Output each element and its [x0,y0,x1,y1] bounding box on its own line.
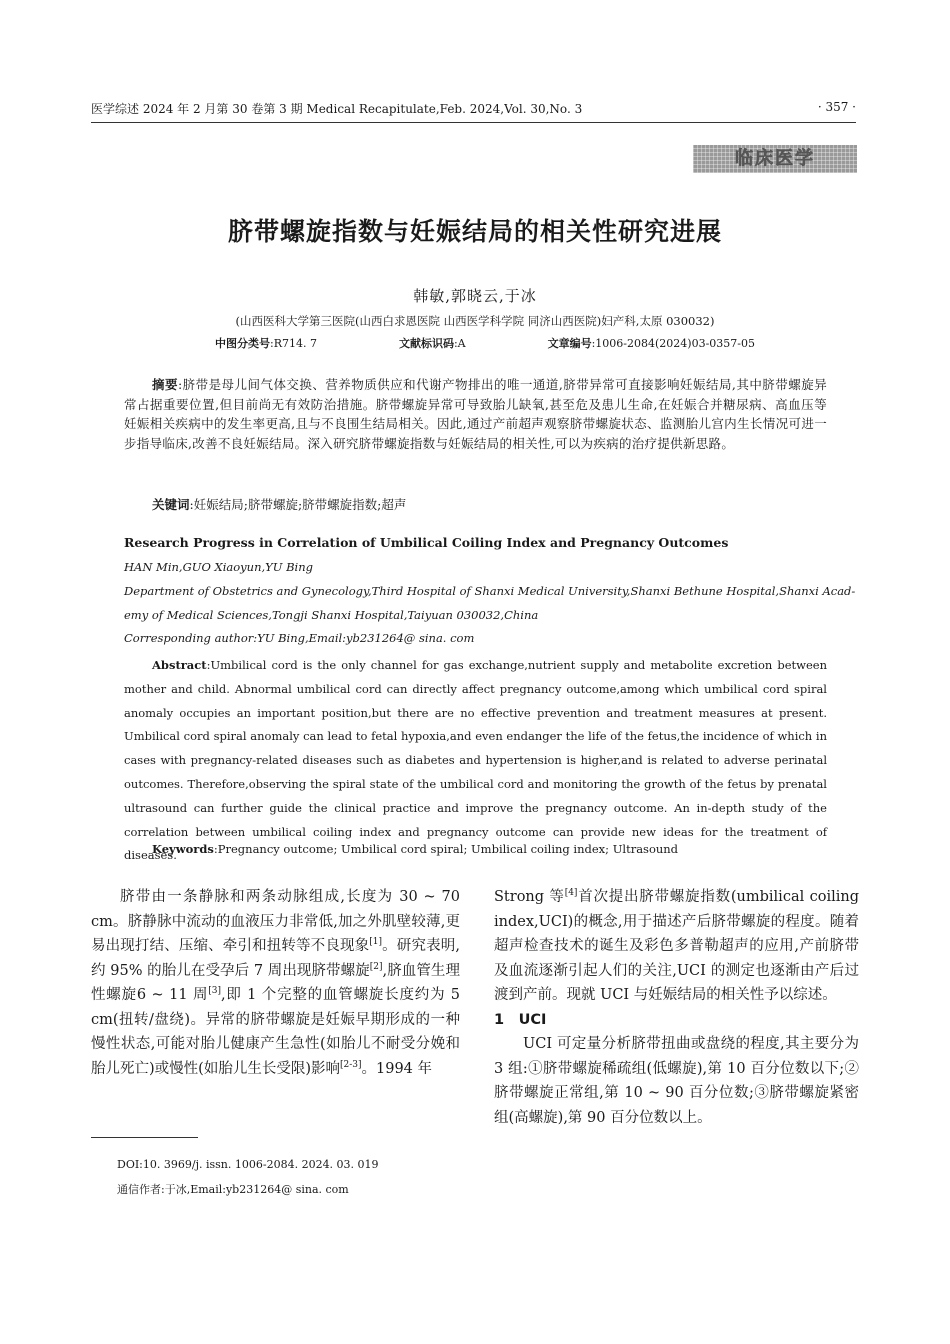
body-paragraph: Strong 等[4]首次提出脐带螺旋指数(umbilical coiling index,UCI)的概念,用于描述产后脐带螺旋的程度。随着超声检查技术的诞生及彩色多普勒超声的应用,产前脐带及血流逐渐引起人们的关注,UCI 的测定也逐渐由产后过渡到产前。现就 UCI 与妊娠结局的相关性予以综述。 [494,888,859,1003]
citation: [4] [564,888,578,899]
abstract-label: 摘要 [152,377,178,392]
footnote-doi: DOI:10. 3969/j. issn. 1006-2084. 2024. 03. 019 [117,1158,379,1171]
clc-code: 中图分类号:R714. 7 [215,337,317,350]
abstract-chinese [124,375,827,453]
keywords-text: :妊娠结局;脐带螺旋;脐带螺旋指数;超声 [189,497,407,512]
body-column-left [91,885,460,1081]
citation: [2-3] [339,1059,362,1070]
english-affiliation-1: Department of Obstetrics and Gynecology,Third Hospital of Shanxi Medical University,Shanxi Bethune Hospital,Shanxi Acad- [124,584,856,598]
header-rule [91,122,856,123]
english-affiliation-2: emy of Medical Sciences,Tongji Shanxi Hospital,Taiyuan 030032,China [124,608,539,622]
article-number: 文章编号:1006-2084(2024)03-0357-05 [547,337,755,350]
keywords-label: 关键词 [152,497,190,512]
footnote-corresponding: 通信作者:于冰,Email:yb231264@ sina. com [117,1183,349,1196]
keywords-en-label: Keywords [152,842,214,856]
classification-meta [215,335,755,351]
section-heading: 1 UCI [494,1011,547,1028]
body-paragraph: 脐带由一条静脉和两条动脉组成,长度为 30 ~ 70 cm。脐静脉中流动的血液压力非常低,加之外肌壁较薄,更易出现打结、压缩、牵引和扭转等不良现象[1]。研究表明,约 95% 的胎儿在受孕后 7 周出现脐带螺旋[2],脐血管生理性螺旋6 ~ 11 周[3],即 1 个完整的血管螺旋长度约为 5 cm(扭转/盘绕)。异常的脐带螺旋是妊娠早期形成的一种慢性状态,可能对胎儿健康产生急性(如胎儿不耐受分娩和胎儿死亡)或慢性(如胎儿生长受限)影响[2-3]。1994 年 [91,889,461,1077]
citation: [2] [369,961,383,972]
page-number: · 357 · [817,100,856,114]
body-column-right [494,885,859,1130]
footnote-rule [91,1137,198,1138]
citation: [1] [369,937,383,948]
running-header [91,100,856,117]
keywords-chinese [152,495,406,513]
english-title: Research Progress in Correlation of Umbilical Coiling Index and Pregnancy Outcomes [124,535,729,550]
english-authors: HAN Min,GUO Xiaoyun,YU Bing [124,560,313,574]
section-tag: 临床医学 [693,145,857,173]
keywords-english [152,842,678,856]
abstract-english [124,654,827,868]
abstract-en-label: Abstract [152,658,207,672]
keywords-en-text: :Pregnancy outcome; Umbilical cord spiral; Umbilical coiling index; Ultrasound [213,842,679,856]
document-code: 文献标识码:A [398,337,466,350]
english-corresponding: Corresponding author:YU Bing,Email:yb231264@ sina. com [124,631,475,645]
abstract-en-text: :Umbilical cord is the only channel for gas exchange,nutrient supply and metabolite excretion between mother and child. Abnormal umbilical cord can directly affect pregnancy outcome,among which umbilical cord spiral anomaly occupies an important position,but there are no effective prevention and treatment measures at present. Umbilical cord spiral anomaly can lead to fetal hypoxia,and even endanger the life of the fetus,the incidence of which in cases with pregnancy-related diseases such as diabetes and hypertension is higher,and is related to adverse perinatal outcomes. Therefore,observing the spiral state of the umbilical cord and monitoring the growth of the fetus by prenatal ultrasound can further guide the clinical practice and improve the pregnancy outcome. An in-depth study of the correlation between umbilical coiling index and pregnancy outcome can provide new ideas for the treatment of diseases. [124,658,827,863]
article-title: 脐带螺旋指数与妊娠结局的相关性研究进展 [227,217,722,246]
citation: [3] [208,986,222,997]
affiliation: (山西医科大学第三医院(山西白求恩医院 山西医学科学院 同济山西医院)妇产科,太原 030032) [235,314,715,328]
abstract-text: :脐带是母儿间气体交换、营养物质供应和代谢产物排出的唯一通道,脐带异常可直接影响妊娠结局,其中脐带螺旋异常占据重要位置,但目前尚无有效防治措施。脐带螺旋异常可导致胎儿缺氧,甚至危及患儿生命,在妊娠合并糖尿病、高血压等妊娠相关疾病中的发生率更高,且与不良围生结局相关。因此,通过产前超声观察脐带螺旋状态、监测胎儿宫内生长情况可进一步指导临床,改善不良妊娠结局。深入研究脐带螺旋指数与妊娠结局的相关性,可以为疾病的治疗提供新思路。 [124,377,827,451]
body-paragraph: UCI 可定量分析脐带扭曲或盘绕的程度,其主要分为 3 组:①脐带螺旋稀疏组(低螺旋),第 10 百分位数以下;②脐带螺旋正常组,第 10 ~ 90 百分位数;③脐带螺旋紧密组(高螺旋),第 90 百分位数以上。 [494,1036,859,1126]
journal-citation: 医学综述 2024 年 2 月第 30 卷第 3 期 Medical Recapitulate,Feb. 2024,Vol. 30,No. 3 [91,102,583,116]
authors: 韩敏,郭晓云,于冰 [413,287,537,305]
